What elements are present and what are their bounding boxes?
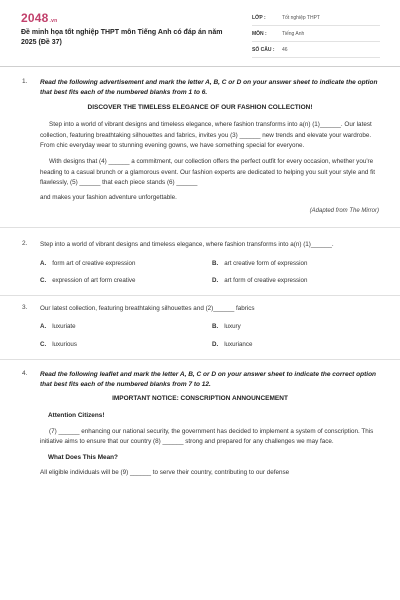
question-block-4: [0, 370, 400, 479]
question-number: 3.: [22, 304, 28, 312]
logo-text: 2048: [21, 11, 49, 25]
passage-heading: IMPORTANT NOTICE: CONSCRIPTION ANNOUNCEMENT: [112, 395, 288, 403]
option-letter: A.: [40, 323, 47, 331]
meta-row-class: [252, 12, 380, 26]
answer-option-a[interactable]: [40, 323, 212, 331]
passage-source: (Adapted from The Mirror): [309, 207, 379, 214]
question-number: 4.: [22, 369, 28, 377]
section-divider: [0, 295, 400, 296]
meta-value: Tốt nghiệp THPT: [282, 15, 320, 22]
meta-value: 46: [282, 47, 288, 54]
option-text: art creative form of expression: [224, 259, 308, 267]
option-letter: B.: [212, 259, 219, 267]
passage-paragraph: All eligible individuals will be (9) ______ to serve their country, contributing to our defense: [40, 469, 290, 477]
passage-paragraph: and makes your fashion adventure unforgettable.: [40, 193, 177, 201]
answer-option-c[interactable]: [40, 277, 212, 285]
option-text: luxuriance: [224, 340, 253, 348]
passage-paragraph: With designs that (4) ______ a commitment, our collection offers the perfect outfit for every occasion, whether you're heading to a casual brunch or a glamorous event. Our fashion experts are dedicated to helping you suit your style and fit flawlessly, (5) ______ that each piece stands (6) ______: [40, 158, 375, 187]
section-divider: [0, 359, 400, 360]
option-text: luxurious: [52, 340, 77, 348]
option-text: form art of creative expression: [52, 259, 136, 267]
question-block-3: [0, 304, 400, 348]
section-instruction: Read the following leaflet and mark the letter A, B, C or D on your answer sheet to indicate the correct option that best fits each of the numbered blanks from 7 to 12.: [40, 370, 377, 388]
logo-suffix: .vn: [49, 18, 58, 24]
section-divider: [0, 227, 400, 228]
passage-subheading: Attention Citizens!: [48, 412, 105, 420]
answer-options: [40, 260, 380, 286]
section-instruction: Read the following advertisement and mark the letter A, B, C or D on your answer sheet to indicate the option that best fits each of the numbered blanks from 1 to 6.: [40, 79, 378, 96]
option-letter: C.: [40, 340, 47, 348]
question-number: 1.: [22, 78, 28, 85]
answer-option-a[interactable]: [40, 260, 212, 268]
answer-option-c[interactable]: [40, 341, 212, 349]
passage-subheading: What Does This Mean?: [48, 453, 118, 461]
answer-options: [40, 323, 380, 349]
answer-option-d[interactable]: [212, 277, 380, 285]
question-block-1: [0, 78, 400, 215]
answer-option-d[interactable]: [212, 341, 380, 349]
meta-value: Tiếng Anh: [282, 31, 305, 38]
document-meta: [252, 12, 380, 60]
document-content: [0, 78, 400, 479]
option-letter: B.: [212, 323, 219, 331]
option-text: expression of art form creative: [52, 277, 136, 285]
page-header: [0, 0, 400, 64]
option-letter: C.: [40, 277, 47, 285]
question-text: Our latest collection, featuring breathtaking silhouettes and (2)______ fabrics: [40, 305, 255, 313]
question-number: 2.: [22, 239, 28, 247]
site-logo[interactable]: [21, 10, 57, 26]
document-title: Đề minh họa tốt nghiệp THPT môn Tiếng Anh có đáp án năm 2025 (Đề 37): [21, 29, 223, 46]
option-letter: A.: [40, 259, 47, 267]
answer-option-b[interactable]: [212, 323, 380, 331]
question-block-2: [0, 240, 400, 285]
answer-option-b[interactable]: [212, 260, 380, 268]
question-text: Step into a world of vibrant designs and timeless elegance, where fashion transforms into a(n) (1)______.: [40, 240, 334, 248]
option-text: art form of creative expression: [224, 277, 308, 285]
meta-row-count: [252, 44, 380, 58]
option-text: luxuriate: [52, 323, 76, 331]
meta-label: SỐ CÂU :: [252, 47, 275, 54]
option-text: luxury: [224, 323, 241, 331]
passage-paragraph: Step into a world of vibrant designs and timeless elegance, where fashion transforms into a(n) (1)______. Our latest collection, featuring breathtaking silhouettes and fabrics, invites you (3) ______ new trends and elevate your wardrobe. From chic everyday wear to stunning evening gowns, we have something special for everyone.: [40, 121, 372, 150]
passage-paragraph: (7) ______ enhancing our national security, the government has decided to implement a system of conscription. This initiative aims to ensure that our country (8) ______ strong and prepared for any challenges we may face.: [40, 427, 374, 446]
meta-label: LỚP :: [252, 15, 266, 22]
meta-label: MÔN :: [252, 31, 267, 38]
option-letter: D.: [212, 277, 219, 285]
header-divider: [0, 66, 400, 67]
passage-heading: DISCOVER THE TIMELESS ELEGANCE OF OUR FASHION COLLECTION!: [87, 103, 313, 111]
option-letter: D.: [212, 340, 219, 348]
meta-row-subject: [252, 28, 380, 42]
